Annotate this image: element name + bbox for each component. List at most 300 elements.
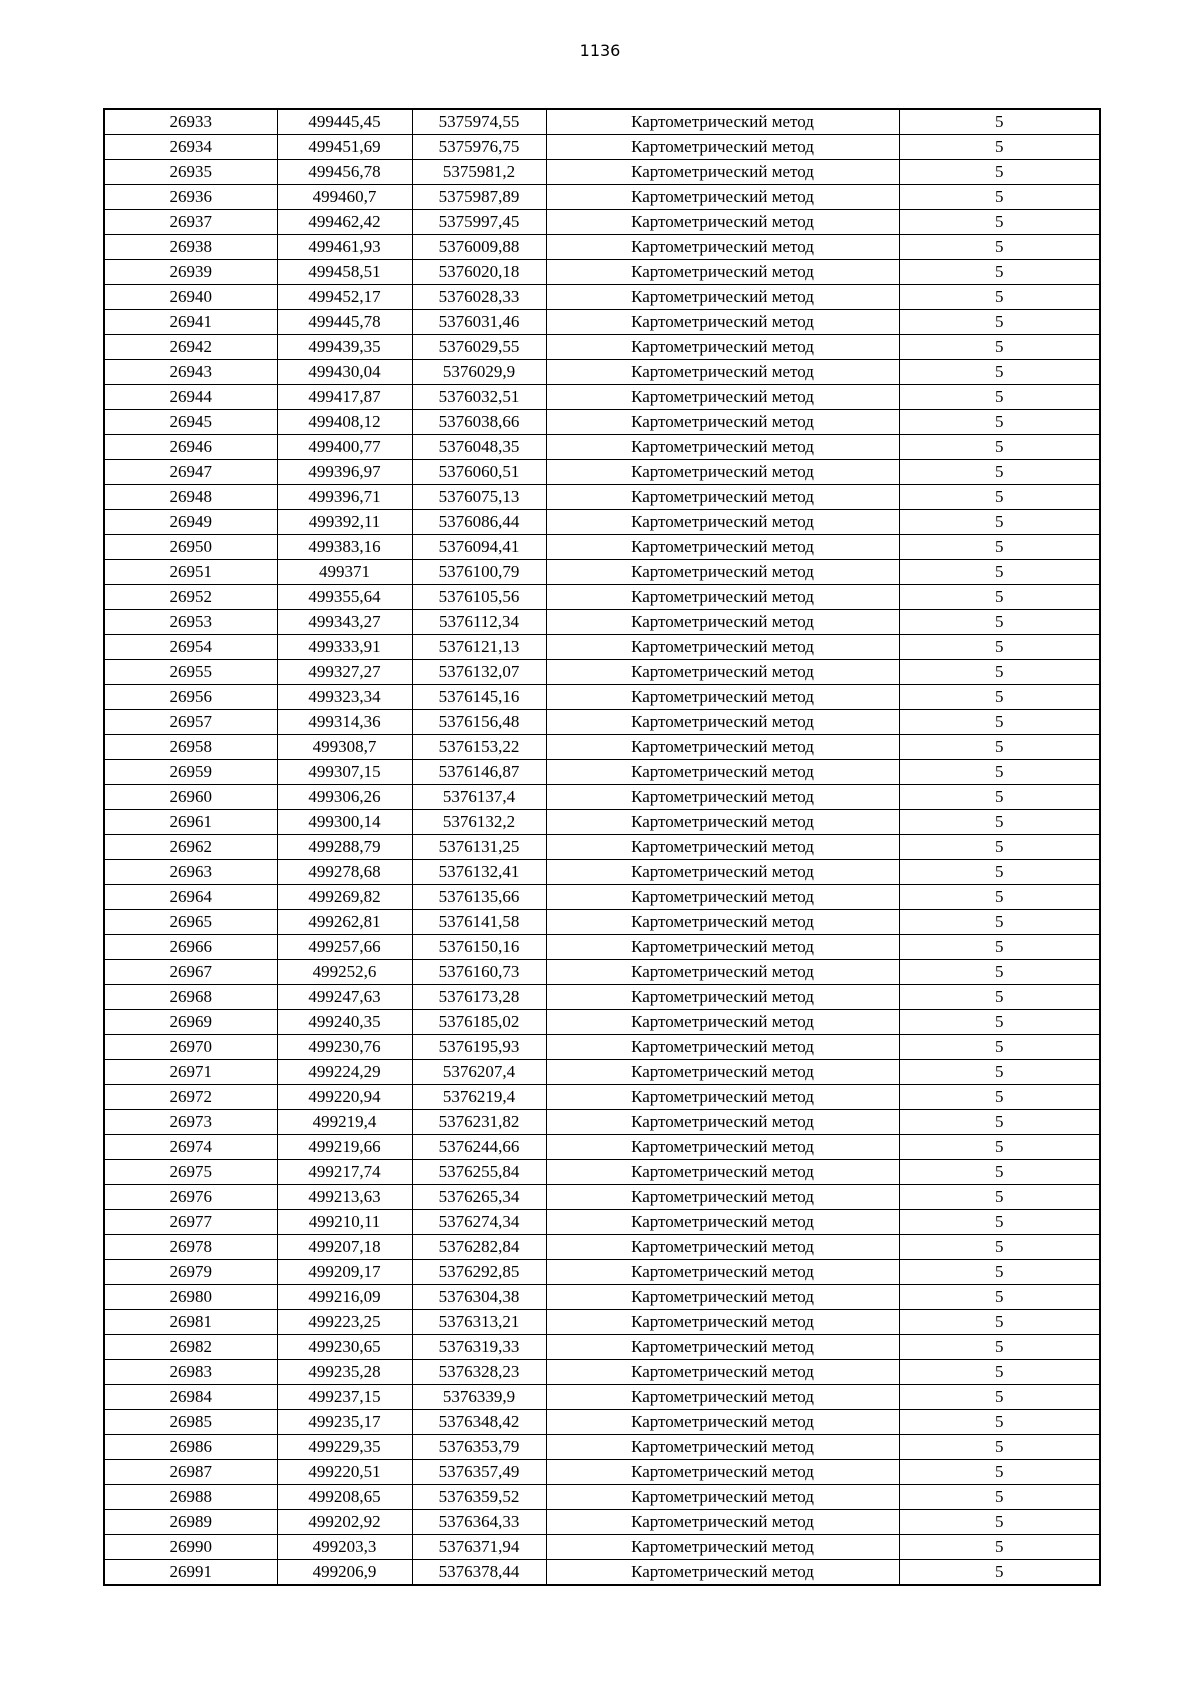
method-cell: Картометрический метод (546, 710, 899, 735)
method-cell: Картометрический метод (546, 760, 899, 785)
point-number-cell: 26987 (104, 1460, 277, 1485)
point-number-cell: 26948 (104, 485, 277, 510)
y-coordinate-cell: 5376105,56 (412, 585, 546, 610)
point-number-cell: 26937 (104, 210, 277, 235)
table-row (104, 785, 1100, 810)
table-row (104, 109, 1100, 135)
y-coordinate-cell: 5376145,16 (412, 685, 546, 710)
accuracy-cell: 5 (899, 435, 1100, 460)
method-cell: Картометрический метод (546, 335, 899, 360)
accuracy-cell: 5 (899, 1410, 1100, 1435)
point-number-cell: 26989 (104, 1510, 277, 1535)
x-coordinate-cell: 499458,51 (277, 260, 412, 285)
accuracy-cell: 5 (899, 660, 1100, 685)
table-row (104, 1210, 1100, 1235)
point-number-cell: 26963 (104, 860, 277, 885)
accuracy-cell: 5 (899, 160, 1100, 185)
table-row (104, 1385, 1100, 1410)
x-coordinate-cell: 499355,64 (277, 585, 412, 610)
table-row (104, 960, 1100, 985)
accuracy-cell: 5 (899, 360, 1100, 385)
accuracy-cell: 5 (899, 1235, 1100, 1260)
table-row (104, 635, 1100, 660)
table-row (104, 685, 1100, 710)
y-coordinate-cell: 5376353,79 (412, 1435, 546, 1460)
point-number-cell: 26984 (104, 1385, 277, 1410)
table-row (104, 810, 1100, 835)
point-number-cell: 26970 (104, 1035, 277, 1060)
y-coordinate-cell: 5376132,41 (412, 860, 546, 885)
x-coordinate-cell: 499430,04 (277, 360, 412, 385)
point-number-cell: 26950 (104, 535, 277, 560)
point-number-cell: 26985 (104, 1410, 277, 1435)
table-row (104, 885, 1100, 910)
x-coordinate-cell: 499333,91 (277, 635, 412, 660)
x-coordinate-cell: 499206,9 (277, 1560, 412, 1586)
y-coordinate-cell: 5375981,2 (412, 160, 546, 185)
method-cell: Картометрический метод (546, 1035, 899, 1060)
point-number-cell: 26941 (104, 310, 277, 335)
accuracy-cell: 5 (899, 1360, 1100, 1385)
point-number-cell: 26976 (104, 1185, 277, 1210)
y-coordinate-cell: 5376219,4 (412, 1085, 546, 1110)
y-coordinate-cell: 5376244,66 (412, 1135, 546, 1160)
accuracy-cell: 5 (899, 1035, 1100, 1060)
accuracy-cell: 5 (899, 260, 1100, 285)
point-number-cell: 26951 (104, 560, 277, 585)
accuracy-cell: 5 (899, 1110, 1100, 1135)
table-row (104, 1485, 1100, 1510)
y-coordinate-cell: 5376031,46 (412, 310, 546, 335)
x-coordinate-cell: 499219,66 (277, 1135, 412, 1160)
table-row (104, 1360, 1100, 1385)
point-number-cell: 26960 (104, 785, 277, 810)
x-coordinate-cell: 499452,17 (277, 285, 412, 310)
x-coordinate-cell: 499314,36 (277, 710, 412, 735)
accuracy-cell: 5 (899, 1185, 1100, 1210)
table-row (104, 735, 1100, 760)
point-number-cell: 26965 (104, 910, 277, 935)
method-cell: Картометрический метод (546, 885, 899, 910)
method-cell: Картометрический метод (546, 1385, 899, 1410)
point-number-cell: 26957 (104, 710, 277, 735)
y-coordinate-cell: 5376131,25 (412, 835, 546, 860)
accuracy-cell: 5 (899, 460, 1100, 485)
x-coordinate-cell: 499278,68 (277, 860, 412, 885)
table-row (104, 710, 1100, 735)
y-coordinate-cell: 5376075,13 (412, 485, 546, 510)
y-coordinate-cell: 5376032,51 (412, 385, 546, 410)
table-row (104, 1410, 1100, 1435)
x-coordinate-cell: 499216,09 (277, 1285, 412, 1310)
method-cell: Картометрический метод (546, 910, 899, 935)
x-coordinate-cell: 499207,18 (277, 1235, 412, 1260)
accuracy-cell: 5 (899, 310, 1100, 335)
x-coordinate-cell: 499230,76 (277, 1035, 412, 1060)
x-coordinate-cell: 499210,11 (277, 1210, 412, 1235)
x-coordinate-cell: 499235,28 (277, 1360, 412, 1385)
point-number-cell: 26971 (104, 1060, 277, 1085)
x-coordinate-cell: 499223,25 (277, 1310, 412, 1335)
x-coordinate-cell: 499240,35 (277, 1010, 412, 1035)
table-row (104, 385, 1100, 410)
point-number-cell: 26947 (104, 460, 277, 485)
table-row (104, 860, 1100, 885)
accuracy-cell: 5 (899, 835, 1100, 860)
point-number-cell: 26982 (104, 1335, 277, 1360)
accuracy-cell: 5 (899, 685, 1100, 710)
x-coordinate-cell: 499439,35 (277, 335, 412, 360)
x-coordinate-cell: 499230,65 (277, 1335, 412, 1360)
point-number-cell: 26954 (104, 635, 277, 660)
method-cell: Картометрический метод (546, 485, 899, 510)
accuracy-cell: 5 (899, 510, 1100, 535)
point-number-cell: 26935 (104, 160, 277, 185)
point-number-cell: 26952 (104, 585, 277, 610)
x-coordinate-cell: 499392,11 (277, 510, 412, 535)
table-row (104, 760, 1100, 785)
method-cell: Картометрический метод (546, 560, 899, 585)
method-cell: Картометрический метод (546, 1060, 899, 1085)
table-row (104, 310, 1100, 335)
y-coordinate-cell: 5376100,79 (412, 560, 546, 585)
point-number-cell: 26978 (104, 1235, 277, 1260)
x-coordinate-cell: 499451,69 (277, 135, 412, 160)
point-number-cell: 26967 (104, 960, 277, 985)
accuracy-cell: 5 (899, 1085, 1100, 1110)
y-coordinate-cell: 5376371,94 (412, 1535, 546, 1560)
point-number-cell: 26962 (104, 835, 277, 860)
table-row (104, 985, 1100, 1010)
method-cell: Картометрический метод (546, 985, 899, 1010)
method-cell: Картометрический метод (546, 935, 899, 960)
table-row (104, 1460, 1100, 1485)
point-number-cell: 26938 (104, 235, 277, 260)
point-number-cell: 26943 (104, 360, 277, 385)
y-coordinate-cell: 5376135,66 (412, 885, 546, 910)
y-coordinate-cell: 5376255,84 (412, 1160, 546, 1185)
x-coordinate-cell: 499461,93 (277, 235, 412, 260)
accuracy-cell: 5 (899, 109, 1100, 135)
point-number-cell: 26964 (104, 885, 277, 910)
accuracy-cell: 5 (899, 1260, 1100, 1285)
table-row (104, 435, 1100, 460)
y-coordinate-cell: 5376231,82 (412, 1110, 546, 1135)
method-cell: Картометрический метод (546, 735, 899, 760)
method-cell: Картометрический метод (546, 1135, 899, 1160)
method-cell: Картометрический метод (546, 1410, 899, 1435)
method-cell: Картометрический метод (546, 1085, 899, 1110)
table-row (104, 1110, 1100, 1135)
method-cell: Картометрический метод (546, 660, 899, 685)
table-row (104, 660, 1100, 685)
table-row (104, 585, 1100, 610)
table-row (104, 1435, 1100, 1460)
x-coordinate-cell: 499408,12 (277, 410, 412, 435)
table-row (104, 1135, 1100, 1160)
point-number-cell: 26961 (104, 810, 277, 835)
accuracy-cell: 5 (899, 1310, 1100, 1335)
method-cell: Картометрический метод (546, 410, 899, 435)
table-row (104, 260, 1100, 285)
accuracy-cell: 5 (899, 810, 1100, 835)
accuracy-cell: 5 (899, 1285, 1100, 1310)
table-row (104, 560, 1100, 585)
method-cell: Картометрический метод (546, 135, 899, 160)
method-cell: Картометрический метод (546, 1310, 899, 1335)
y-coordinate-cell: 5376038,66 (412, 410, 546, 435)
y-coordinate-cell: 5376378,44 (412, 1560, 546, 1586)
table-row (104, 1335, 1100, 1360)
accuracy-cell: 5 (899, 885, 1100, 910)
y-coordinate-cell: 5376207,4 (412, 1060, 546, 1085)
accuracy-cell: 5 (899, 1160, 1100, 1185)
accuracy-cell: 5 (899, 410, 1100, 435)
accuracy-cell: 5 (899, 1010, 1100, 1035)
point-number-cell: 26945 (104, 410, 277, 435)
y-coordinate-cell: 5375997,45 (412, 210, 546, 235)
point-number-cell: 26942 (104, 335, 277, 360)
accuracy-cell: 5 (899, 635, 1100, 660)
x-coordinate-cell: 499445,45 (277, 109, 412, 135)
point-number-cell: 26934 (104, 135, 277, 160)
y-coordinate-cell: 5376160,73 (412, 960, 546, 985)
method-cell: Картометрический метод (546, 1335, 899, 1360)
accuracy-cell: 5 (899, 1510, 1100, 1535)
x-coordinate-cell: 499257,66 (277, 935, 412, 960)
point-number-cell: 26949 (104, 510, 277, 535)
accuracy-cell: 5 (899, 1335, 1100, 1360)
x-coordinate-cell: 499229,35 (277, 1435, 412, 1460)
y-coordinate-cell: 5376150,16 (412, 935, 546, 960)
method-cell: Картометрический метод (546, 185, 899, 210)
point-number-cell: 26991 (104, 1560, 277, 1586)
y-coordinate-cell: 5376274,34 (412, 1210, 546, 1235)
y-coordinate-cell: 5376060,51 (412, 460, 546, 485)
x-coordinate-cell: 499262,81 (277, 910, 412, 935)
method-cell: Картометрический метод (546, 1285, 899, 1310)
table-row (104, 1285, 1100, 1310)
table-row (104, 1235, 1100, 1260)
accuracy-cell: 5 (899, 210, 1100, 235)
table-row (104, 935, 1100, 960)
point-number-cell: 26983 (104, 1360, 277, 1385)
accuracy-cell: 5 (899, 735, 1100, 760)
point-number-cell: 26980 (104, 1285, 277, 1310)
y-coordinate-cell: 5376020,18 (412, 260, 546, 285)
x-coordinate-cell: 499343,27 (277, 610, 412, 635)
method-cell: Картометрический метод (546, 235, 899, 260)
method-cell: Картометрический метод (546, 1535, 899, 1560)
point-number-cell: 26973 (104, 1110, 277, 1135)
method-cell: Картометрический метод (546, 585, 899, 610)
x-coordinate-cell: 499252,6 (277, 960, 412, 985)
accuracy-cell: 5 (899, 960, 1100, 985)
point-number-cell: 26944 (104, 385, 277, 410)
accuracy-cell: 5 (899, 710, 1100, 735)
y-coordinate-cell: 5376029,9 (412, 360, 546, 385)
y-coordinate-cell: 5376048,35 (412, 435, 546, 460)
method-cell: Картометрический метод (546, 210, 899, 235)
accuracy-cell: 5 (899, 135, 1100, 160)
y-coordinate-cell: 5376141,58 (412, 910, 546, 935)
accuracy-cell: 5 (899, 560, 1100, 585)
table-row (104, 1185, 1100, 1210)
point-number-cell: 26958 (104, 735, 277, 760)
y-coordinate-cell: 5376282,84 (412, 1235, 546, 1260)
y-coordinate-cell: 5376304,38 (412, 1285, 546, 1310)
table-row (104, 610, 1100, 635)
accuracy-cell: 5 (899, 485, 1100, 510)
y-coordinate-cell: 5376313,21 (412, 1310, 546, 1335)
point-number-cell: 26940 (104, 285, 277, 310)
method-cell: Картометрический метод (546, 435, 899, 460)
x-coordinate-cell: 499308,7 (277, 735, 412, 760)
y-coordinate-cell: 5376357,49 (412, 1460, 546, 1485)
x-coordinate-cell: 499371 (277, 560, 412, 585)
x-coordinate-cell: 499209,17 (277, 1260, 412, 1285)
method-cell: Картометрический метод (546, 385, 899, 410)
accuracy-cell: 5 (899, 935, 1100, 960)
x-coordinate-cell: 499396,71 (277, 485, 412, 510)
method-cell: Картометрический метод (546, 810, 899, 835)
accuracy-cell: 5 (899, 235, 1100, 260)
accuracy-cell: 5 (899, 1435, 1100, 1460)
y-coordinate-cell: 5376292,85 (412, 1260, 546, 1285)
x-coordinate-cell: 499306,26 (277, 785, 412, 810)
table-row (104, 1535, 1100, 1560)
method-cell: Картометрический метод (546, 1360, 899, 1385)
table-row (104, 485, 1100, 510)
y-coordinate-cell: 5376319,33 (412, 1335, 546, 1360)
x-coordinate-cell: 499237,15 (277, 1385, 412, 1410)
method-cell: Картометрический метод (546, 1235, 899, 1260)
point-number-cell: 26977 (104, 1210, 277, 1235)
method-cell: Картометрический метод (546, 1160, 899, 1185)
method-cell: Картометрический метод (546, 360, 899, 385)
accuracy-cell: 5 (899, 335, 1100, 360)
method-cell: Картометрический метод (546, 285, 899, 310)
x-coordinate-cell: 499202,92 (277, 1510, 412, 1535)
accuracy-cell: 5 (899, 1385, 1100, 1410)
y-coordinate-cell: 5376132,07 (412, 660, 546, 685)
method-cell: Картометрический метод (546, 685, 899, 710)
method-cell: Картометрический метод (546, 635, 899, 660)
table-row (104, 1085, 1100, 1110)
y-coordinate-cell: 5376009,88 (412, 235, 546, 260)
y-coordinate-cell: 5376195,93 (412, 1035, 546, 1060)
method-cell: Картометрический метод (546, 785, 899, 810)
x-coordinate-cell: 499327,27 (277, 660, 412, 685)
point-number-cell: 26936 (104, 185, 277, 210)
x-coordinate-cell: 499288,79 (277, 835, 412, 860)
y-coordinate-cell: 5376121,13 (412, 635, 546, 660)
x-coordinate-cell: 499445,78 (277, 310, 412, 335)
accuracy-cell: 5 (899, 760, 1100, 785)
x-coordinate-cell: 499323,34 (277, 685, 412, 710)
point-number-cell: 26990 (104, 1535, 277, 1560)
y-coordinate-cell: 5376265,34 (412, 1185, 546, 1210)
table-row (104, 1035, 1100, 1060)
point-number-cell: 26981 (104, 1310, 277, 1335)
point-number-cell: 26988 (104, 1485, 277, 1510)
x-coordinate-cell: 499396,97 (277, 460, 412, 485)
x-coordinate-cell: 499247,63 (277, 985, 412, 1010)
table-row (104, 235, 1100, 260)
y-coordinate-cell: 5376173,28 (412, 985, 546, 1010)
y-coordinate-cell: 5376086,44 (412, 510, 546, 535)
method-cell: Картометрический метод (546, 160, 899, 185)
accuracy-cell: 5 (899, 185, 1100, 210)
method-cell: Картометрический метод (546, 1010, 899, 1035)
table-row (104, 910, 1100, 935)
method-cell: Картометрический метод (546, 1510, 899, 1535)
accuracy-cell: 5 (899, 585, 1100, 610)
accuracy-cell: 5 (899, 785, 1100, 810)
table-row (104, 1510, 1100, 1535)
accuracy-cell: 5 (899, 985, 1100, 1010)
method-cell: Картометрический метод (546, 860, 899, 885)
method-cell: Картометрический метод (546, 1210, 899, 1235)
accuracy-cell: 5 (899, 1060, 1100, 1085)
table-row (104, 135, 1100, 160)
method-cell: Картометрический метод (546, 535, 899, 560)
accuracy-cell: 5 (899, 910, 1100, 935)
y-coordinate-cell: 5376153,22 (412, 735, 546, 760)
table-row (104, 535, 1100, 560)
y-coordinate-cell: 5376028,33 (412, 285, 546, 310)
y-coordinate-cell: 5376185,02 (412, 1010, 546, 1035)
y-coordinate-cell: 5376112,34 (412, 610, 546, 635)
method-cell: Картометрический метод (546, 1485, 899, 1510)
coordinates-table (103, 108, 1101, 1586)
x-coordinate-cell: 499462,42 (277, 210, 412, 235)
table-row (104, 1310, 1100, 1335)
accuracy-cell: 5 (899, 860, 1100, 885)
y-coordinate-cell: 5376359,52 (412, 1485, 546, 1510)
y-coordinate-cell: 5376364,33 (412, 1510, 546, 1535)
y-coordinate-cell: 5376029,55 (412, 335, 546, 360)
method-cell: Картометрический метод (546, 1185, 899, 1210)
point-number-cell: 26933 (104, 109, 277, 135)
y-coordinate-cell: 5375987,89 (412, 185, 546, 210)
point-number-cell: 26972 (104, 1085, 277, 1110)
method-cell: Картометрический метод (546, 1435, 899, 1460)
x-coordinate-cell: 499224,29 (277, 1060, 412, 1085)
point-number-cell: 26969 (104, 1010, 277, 1035)
x-coordinate-cell: 499417,87 (277, 385, 412, 410)
table-row (104, 835, 1100, 860)
x-coordinate-cell: 499269,82 (277, 885, 412, 910)
accuracy-cell: 5 (899, 1560, 1100, 1586)
x-coordinate-cell: 499220,51 (277, 1460, 412, 1485)
page-number: 1136 (579, 41, 621, 60)
y-coordinate-cell: 5376339,9 (412, 1385, 546, 1410)
x-coordinate-cell: 499307,15 (277, 760, 412, 785)
x-coordinate-cell: 499400,77 (277, 435, 412, 460)
x-coordinate-cell: 499208,65 (277, 1485, 412, 1510)
accuracy-cell: 5 (899, 610, 1100, 635)
point-number-cell: 26974 (104, 1135, 277, 1160)
table-row (104, 335, 1100, 360)
accuracy-cell: 5 (899, 1135, 1100, 1160)
method-cell: Картометрический метод (546, 310, 899, 335)
y-coordinate-cell: 5375976,75 (412, 135, 546, 160)
method-cell: Картометрический метод (546, 510, 899, 535)
x-coordinate-cell: 499217,74 (277, 1160, 412, 1185)
method-cell: Картометрический метод (546, 260, 899, 285)
method-cell: Картометрический метод (546, 1110, 899, 1135)
